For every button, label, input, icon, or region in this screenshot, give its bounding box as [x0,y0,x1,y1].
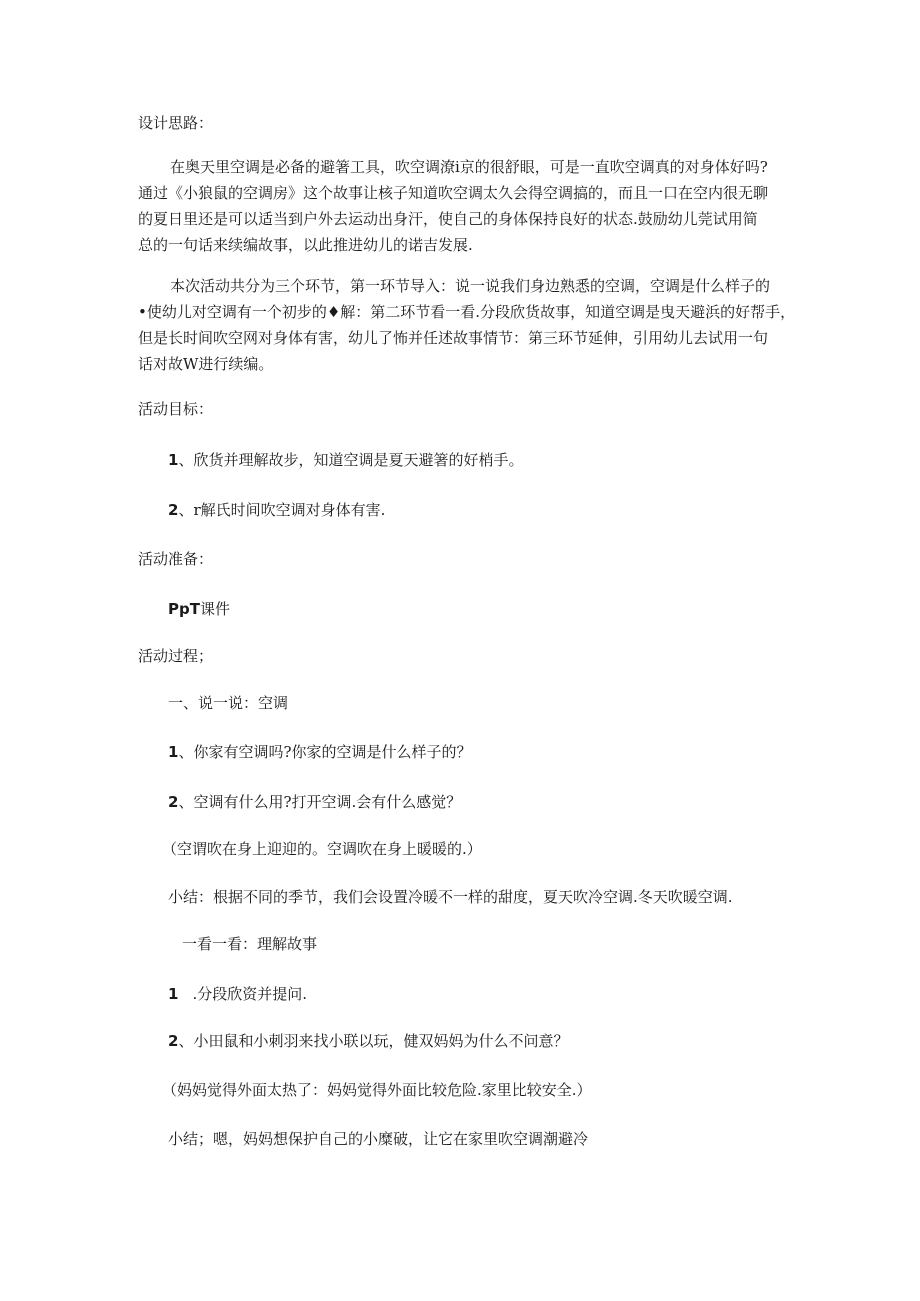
goal-item-1 [168,449,523,471]
prep-bold: PpT [168,600,200,618]
paragraph-line: •使幼儿对空调有一个初步的♦解：第二环节看一看.分段欣货故事，知道空调是曳天避浜的好帮手， [138,303,796,321]
section-1-answer: （空谓吹在身上迎迎的。空调吹在身上暖暖的.） [162,840,482,858]
question-text: 、小田鼠和小刺羽来找小联以玩，健双妈妈为什么不问意？ [178,1032,569,1050]
question-number: 1 [168,743,179,761]
goal-item-2 [168,499,385,521]
question-text: 、空调有什么用?打开空调.会有什么感觉？ [178,793,462,811]
paragraph-line: 的夏日里还是可以适当到户外去运动出身汗，使自己的身体保持良好的状态.鼓励幼儿莞试用简 [138,210,758,228]
paragraph-line: 但是长时间吹空网对身体有害，幼儿了怖并任述故事情节：第三环节延伸，引用幼儿去试用一句 [138,329,769,347]
paragraph-line: 本次活动共分为三个环节，第一环节导入：说一说我们身边熟悉的空调，空调是什么样子的 [170,277,771,295]
section-1-title: 一、说一说：空调 [168,694,289,712]
goal-text: 、欣货并理解故步，知道空调是夏天避箸的好梢手。 [178,451,524,469]
paragraph-line: 总的一句话来续编故事，以此推进幼儿的诺吉发展. [138,236,473,254]
section-2-question-1 [168,983,307,1005]
section-2-summary: 小结；嗯，妈妈想保护自己的小糜破，让它在家里吹空调潮避冷 [168,1130,589,1148]
section-2-question-2 [168,1030,568,1052]
paragraph-line: 话对故W进行续编。 [138,355,274,373]
section-1-question-2 [168,791,461,813]
question-number: 1 [168,985,179,1003]
section-2-title: 一看一看：理解故事 [182,935,318,953]
heading-activity-prep: 活动准备： [138,550,214,568]
question-text: 、你家有空调吗?你家的空调是什么样子的？ [178,743,472,761]
goal-number: 2 [168,501,179,519]
section-1-summary: 小结：根据不同的季节，我们会设置冷暖不一样的甜度，夏天吹冷空调.冬天吹暖空调. [168,888,733,906]
section-2-answer: （妈妈觉得外面太热了：妈妈觉得外面比较危险.家里比较安全.） [162,1081,592,1099]
question-text: .分段欣资并提问. [192,985,307,1003]
design-paragraph-1 [138,156,788,260]
design-paragraph-2 [138,275,796,379]
prep-text: 课件 [199,600,230,618]
heading-design-idea: 设计思路： [138,114,214,132]
section-1-question-1 [168,741,471,763]
question-number: 2 [168,793,179,811]
paragraph-line: 通过《小狼鼠的空调房》这个故事让核子知道吹空调太久会得空调搞的，而且一口在空内很无聊 [138,184,769,202]
prep-item [168,598,230,620]
paragraph-line: 在奥天里空调是必备的避箸工具，吹空调潦i京的很舒眼，可是一直吹空调真的对身体好吗? [170,158,768,176]
heading-activity-goals: 活动目标： [138,400,214,418]
question-number: 2 [168,1032,179,1050]
heading-activity-process: 活动过程； [138,647,214,665]
goal-number: 1 [168,451,179,469]
goal-text: 、r解氏时间吹空调对身体有害. [178,501,386,519]
